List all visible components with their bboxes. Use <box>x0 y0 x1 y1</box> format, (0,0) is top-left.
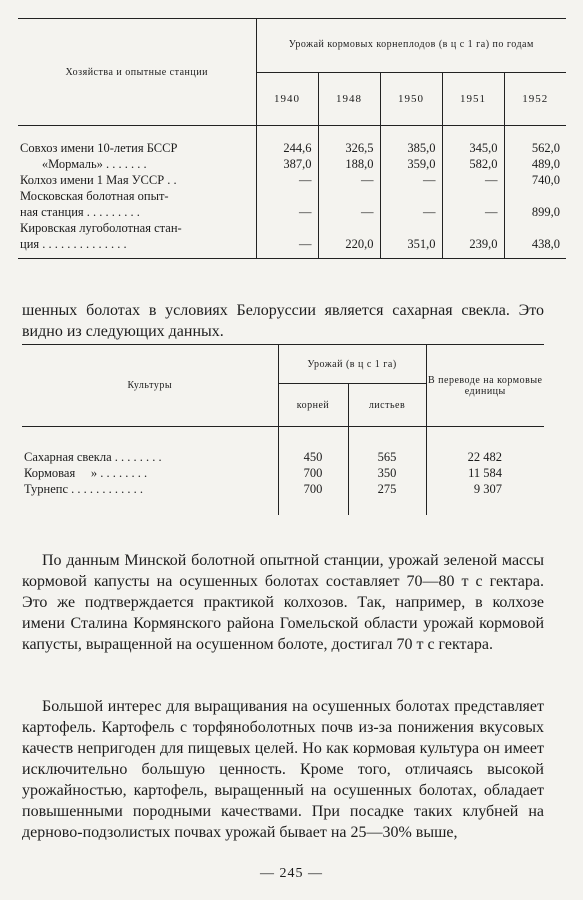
yield-cell <box>318 188 380 204</box>
roots-column-header: корней <box>278 384 348 427</box>
leaves-cell: 565 <box>348 427 426 466</box>
body-paragraph: шенных болотах в условиях Белоруссии является сахарная свекла. Это видно из следующих данных. <box>22 302 544 340</box>
leaves-column-header: листьев <box>348 384 426 427</box>
yield-cell: — <box>442 204 504 220</box>
table-row <box>22 427 544 466</box>
yield-group-header: Урожай (в ц с 1 га) <box>278 345 426 384</box>
farm-name: ная станция . . . . . . . . . <box>20 205 140 219</box>
yield-cell: 489,0 <box>504 156 566 172</box>
farm-name: ция . . . . . . . . . . . . . . <box>20 237 127 251</box>
year-header: 1940 <box>256 72 318 126</box>
body-paragraph: По данным Минской болотной опытной станции, урожай зеленой массы кормовой капусты на осушенных болотах составляет 70—80 т с гектара. Это же подтверждается практикой колхозов. Так, например, в колхозе имени Сталина Кормянского района Гомельской области урожай кормовой капусты, выращенной на осушенном болоте, достигал 70 т с гектара. <box>22 552 544 653</box>
feed-units-cell: 9 307 <box>426 481 544 515</box>
yield-cell: 359,0 <box>380 156 442 172</box>
culture-yield-table <box>22 344 544 515</box>
farm-name: Кировская лугоболотная стан- <box>20 221 182 235</box>
yield-cell: — <box>442 172 504 188</box>
yield-cell: 239,0 <box>442 236 504 259</box>
yield-cell <box>380 188 442 204</box>
year-header: 1950 <box>380 72 442 126</box>
yield-cell <box>504 188 566 204</box>
leaves-cell: 350 <box>348 465 426 481</box>
yield-cell: — <box>256 172 318 188</box>
table-row <box>18 126 566 157</box>
yield-cell: 351,0 <box>380 236 442 259</box>
culture-name: Турнепс . . . . . . . . . . . . <box>24 482 143 496</box>
yield-cell <box>504 220 566 236</box>
yield-cell: 326,5 <box>318 126 380 157</box>
yield-cell <box>318 220 380 236</box>
yield-cell: 438,0 <box>504 236 566 259</box>
table-row <box>22 465 544 481</box>
yield-cell: 385,0 <box>380 126 442 157</box>
yield-cell: — <box>256 204 318 220</box>
year-header: 1951 <box>442 72 504 126</box>
yield-cell: 387,0 <box>256 156 318 172</box>
farms-column-header: Хозяйства и опытные станции <box>18 19 256 126</box>
leaves-cell: 275 <box>348 481 426 515</box>
yield-cell: 244,6 <box>256 126 318 157</box>
yield-cell: — <box>318 172 380 188</box>
roots-cell: 450 <box>278 427 348 466</box>
roots-cell: 700 <box>278 481 348 515</box>
culture-name: Сахарная свекла . . . . . . . . <box>24 450 162 464</box>
yield-cell: 740,0 <box>504 172 566 188</box>
yield-cell <box>442 220 504 236</box>
yield-cell: — <box>380 172 442 188</box>
table-row <box>18 188 566 204</box>
farm-name: Колхоз имени 1 Мая УССР . . <box>20 173 177 187</box>
yield-cell: — <box>318 204 380 220</box>
yield-cell: 582,0 <box>442 156 504 172</box>
yield-cell: 562,0 <box>504 126 566 157</box>
table-row <box>18 204 566 220</box>
table-row <box>18 172 566 188</box>
year-header: 1948 <box>318 72 380 126</box>
yield-cell: — <box>256 236 318 259</box>
table-row <box>22 481 544 515</box>
yield-cell: 899,0 <box>504 204 566 220</box>
yield-cell: 220,0 <box>318 236 380 259</box>
page-number: — 245 — <box>260 866 323 881</box>
table-row <box>18 236 566 259</box>
yield-group-header: Урожай кормовых корнеплодов (в ц с 1 га) по годам <box>256 19 566 73</box>
yield-by-year-table <box>18 18 566 259</box>
yield-cell: 345,0 <box>442 126 504 157</box>
culture-column-header: Культуры <box>22 345 278 427</box>
table-row <box>18 156 566 172</box>
body-paragraph: Большой интерес для выращивания на осушенных болотах представляет картофель. Картофель с торфяноболотных почв из-за понижения вкусовых качеств непригоден для пищевых целей. Но как кормовая культура он имеет исключительно большую ценность. Кроме того, отличаясь высокой урожайностью, картофель, выращенный на осушенных болотах, обладает повышенными породными качествами. При посадке таких клубней на дерново-подзолистых почвах урожай бывает на 25—30% выше, <box>22 698 544 841</box>
feed-units-column-header: В переводе на кормовые единицы <box>426 345 544 427</box>
roots-cell: 700 <box>278 465 348 481</box>
yield-cell <box>256 220 318 236</box>
farm-name: Московская болотная опыт- <box>20 189 169 203</box>
farm-name: «Мормаль» . . . . . . . <box>20 157 147 171</box>
yield-cell <box>380 220 442 236</box>
yield-cell <box>442 188 504 204</box>
farm-name: Совхоз имени 10-летия БССР <box>20 141 178 155</box>
yield-cell <box>256 188 318 204</box>
culture-name: Кормовая » . . . . . . . . <box>24 466 148 480</box>
year-header: 1952 <box>504 72 566 126</box>
feed-units-cell: 22 482 <box>426 427 544 466</box>
yield-cell: 188,0 <box>318 156 380 172</box>
feed-units-cell: 11 584 <box>426 465 544 481</box>
yield-cell: — <box>380 204 442 220</box>
table-row <box>18 220 566 236</box>
